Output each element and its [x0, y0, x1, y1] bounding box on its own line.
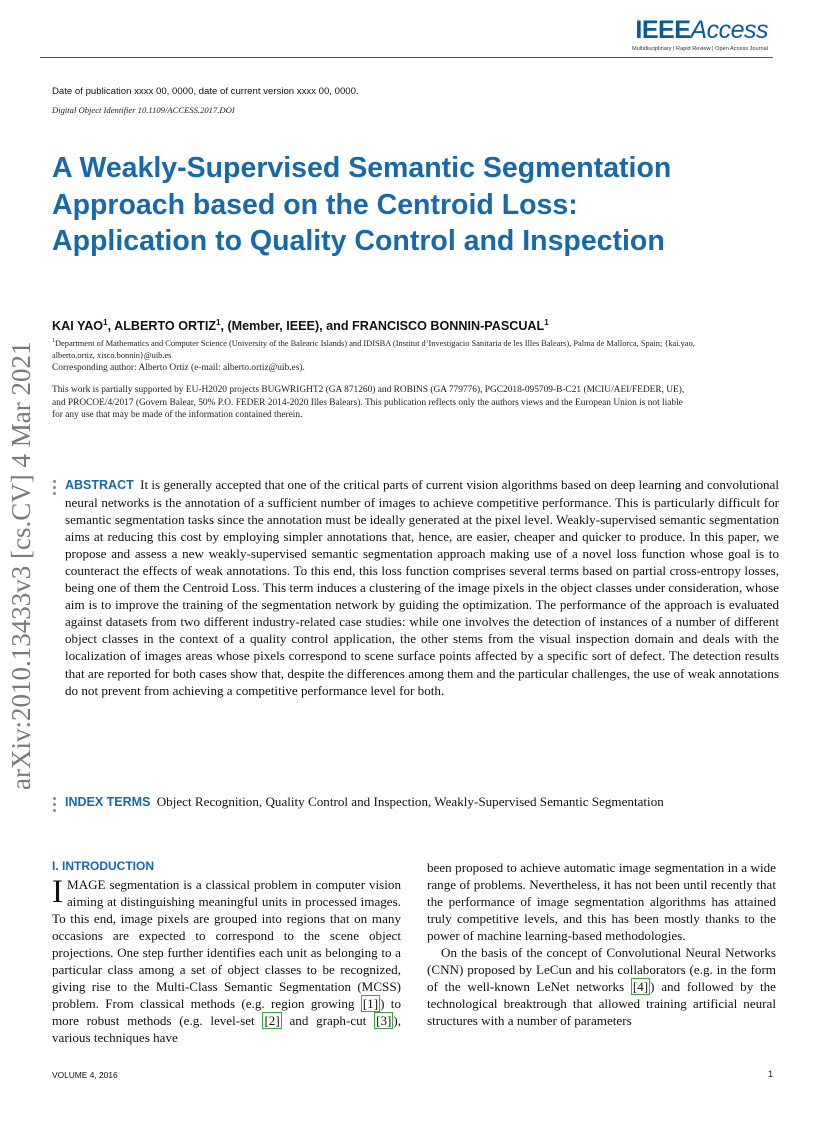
affiliation-sup: 1: [52, 338, 55, 344]
intro-paragraph: [52, 876, 401, 1046]
index-terms: [65, 793, 779, 811]
index-terms-marker-dots: [53, 797, 57, 815]
abstract-marker-dots: [53, 480, 57, 498]
funding-note: This work is partially supported by EU-H2020 projects BUGWRIGHT2 (GA 871260) and ROBINS (GA 779776), PGC2018-095709-B-C21 (MCIU/AEI/FEDER, UE), and PROCOE/4/2017 (Govern Balear, 50% P.O. FEDER 2014-2020 Illes Balears). This publication reflects only the authors views and the European Union is not liable for any use that may be made of the information contained therein.: [52, 385, 685, 421]
author-affil-sup: 1: [216, 318, 221, 327]
journal-logo: [632, 16, 768, 52]
citation-link[interactable]: [2]: [264, 1013, 280, 1029]
citation-link[interactable]: [1]: [362, 996, 379, 1012]
author-name: FRANCISCO BONNIN-PASCUAL: [352, 319, 545, 334]
author-affil-sup: 1: [103, 318, 108, 327]
corresponding-author: Corresponding author: Alberto Ortiz (e-mail: alberto.ortiz@uib.es).: [52, 363, 305, 373]
right-column: [427, 859, 776, 1029]
affiliation: [52, 335, 712, 362]
author-affil-sup: 1: [544, 318, 549, 327]
index-terms-text: Object Recognition, Quality Control and Inspection, Weakly-Supervised Semantic Segmentation: [156, 794, 664, 809]
author-name: KAI YAO: [52, 319, 104, 334]
arxiv-stamp: arXiv:2010.13433v3 [cs.CV] 4 Mar 2021: [6, 341, 36, 790]
abstract: [65, 476, 779, 699]
doi-line: Digital Object Identifier 10.1109/ACCESS.2017.DOI: [52, 105, 235, 115]
author-name: ALBERTO ORTIZ: [114, 319, 217, 334]
intro-paragraph: been proposed to achieve automatic image segmentation in a wide range of problems. Nevertheless, it has not been until recently that the performance of image segmentation algorithms has attained truly competitive levels, and this has been mostly thanks to the power of machine learning-based methodologies.: [427, 860, 776, 944]
left-column: [52, 876, 401, 1046]
abstract-heading: ABSTRACT: [65, 478, 134, 492]
intro-text: On the basis of the concept of Convolutional Neural Networks (CNN) proposed by LeCun and his collaborators (e.g. in the form of the well-known LeNet networks: [427, 945, 776, 995]
intro-text: MAGE segmentation is a classical problem in computer vision aiming at distinguishing meaningful units in processed images. To this end, image pixels are grouped into regions that on many occasions are expected to correspond to the scene object projections. One step further identifies each unit as belonging to a particular class among a set of object classes to be recognized, giving rise to the Multi-Class Semantic Segmentation (MCSS) problem. From classical methods (e.g. region growing: [52, 877, 401, 1012]
logo-bold-text: IEEE: [635, 16, 691, 44]
paper-title: A Weakly-Supervised Semantic Segmentation Approach based on the Centroid Loss: Application to Quality Control and Inspection: [52, 152, 672, 258]
author-sep: ,: [107, 319, 115, 334]
footer-volume: VOLUME 4, 2016: [52, 1070, 118, 1080]
affiliation-text: Department of Mathematics and Computer Science (University of the Balearic Islands) and IDISBA (Institut d’Investigacio Sanitaria de les Illes Balears), Palma de Mallorca, Spain; {kai.yao, alberto.ortiz, xisco.bonnin}@uib.es: [52, 338, 695, 360]
logo-tagline: Multidisciplinary | Rapid Review | Open Access Journal: [632, 46, 768, 52]
author-list: [52, 318, 549, 333]
intro-text: ) to more robust methods (e.g. level-set: [52, 996, 401, 1029]
author-sep: , (Member, IEEE), and: [220, 319, 353, 334]
page-number: 1: [768, 1069, 774, 1079]
intro-text: and graph-cut: [281, 1013, 375, 1029]
intro-paragraph: [427, 944, 776, 1029]
intro-text: ), various techniques have: [52, 1013, 401, 1046]
intro-text: ) and followed by the technological breaktrough that allowed training artificial neural structures with a number of parameters: [427, 979, 776, 1029]
section-heading: I. INTRODUCTION: [52, 859, 154, 873]
abstract-text: It is generally accepted that one of the critical parts of current vision algorithms based on deep learning and convolutional neural networks is the annotation of a sufficient number of images to achieve competitive performance. This is particularly difficult for semantic segmentation tasks since the annotation must be ideally generated at the pixel level. Weakly-supervised semantic segmentation aims at reducing this cost by employing simpler annotations that, hence, are easier, cheaper and quicker to produce. In this paper, we propose and assess a new weakly-supervised semantic segmentation approach making use of a novel loss function whose goal is to counteract the effects of weak annotations. To this end, this loss function comprises several terms based on partial cross-entropy losses, being one of them the Centroid Loss. This term induces a clustering of the image pixels in the object classes under consideration, whose aim is to improve the training of the segmentation network by guiding the optimization. The performance of the approach is evaluated against datasets from two different industry-related case studies: while one involves the detection of instances of a number of different object classes in the context of a quality control application, the other stems from the visual inspection domain and deals with the localization of images areas whose pixels correspond to scene surface points affected by a specific sort of defect. The detection results that are reported for both cases show that, despite the differences among them and the particular challenges, the use of weak annotations do not prevent from achieving a competitive performance level for both.: [65, 477, 779, 698]
header-rule: [40, 57, 773, 58]
citation-link[interactable]: [3]: [376, 1013, 392, 1029]
index-terms-heading: INDEX TERMS: [65, 795, 151, 809]
drop-cap: I: [52, 874, 63, 910]
publication-date: Date of publication xxxx 00, 0000, date of current version xxxx 00, 0000.: [52, 86, 359, 97]
logo-light-text: Access: [690, 16, 768, 44]
citation-link[interactable]: [4]: [632, 979, 649, 995]
